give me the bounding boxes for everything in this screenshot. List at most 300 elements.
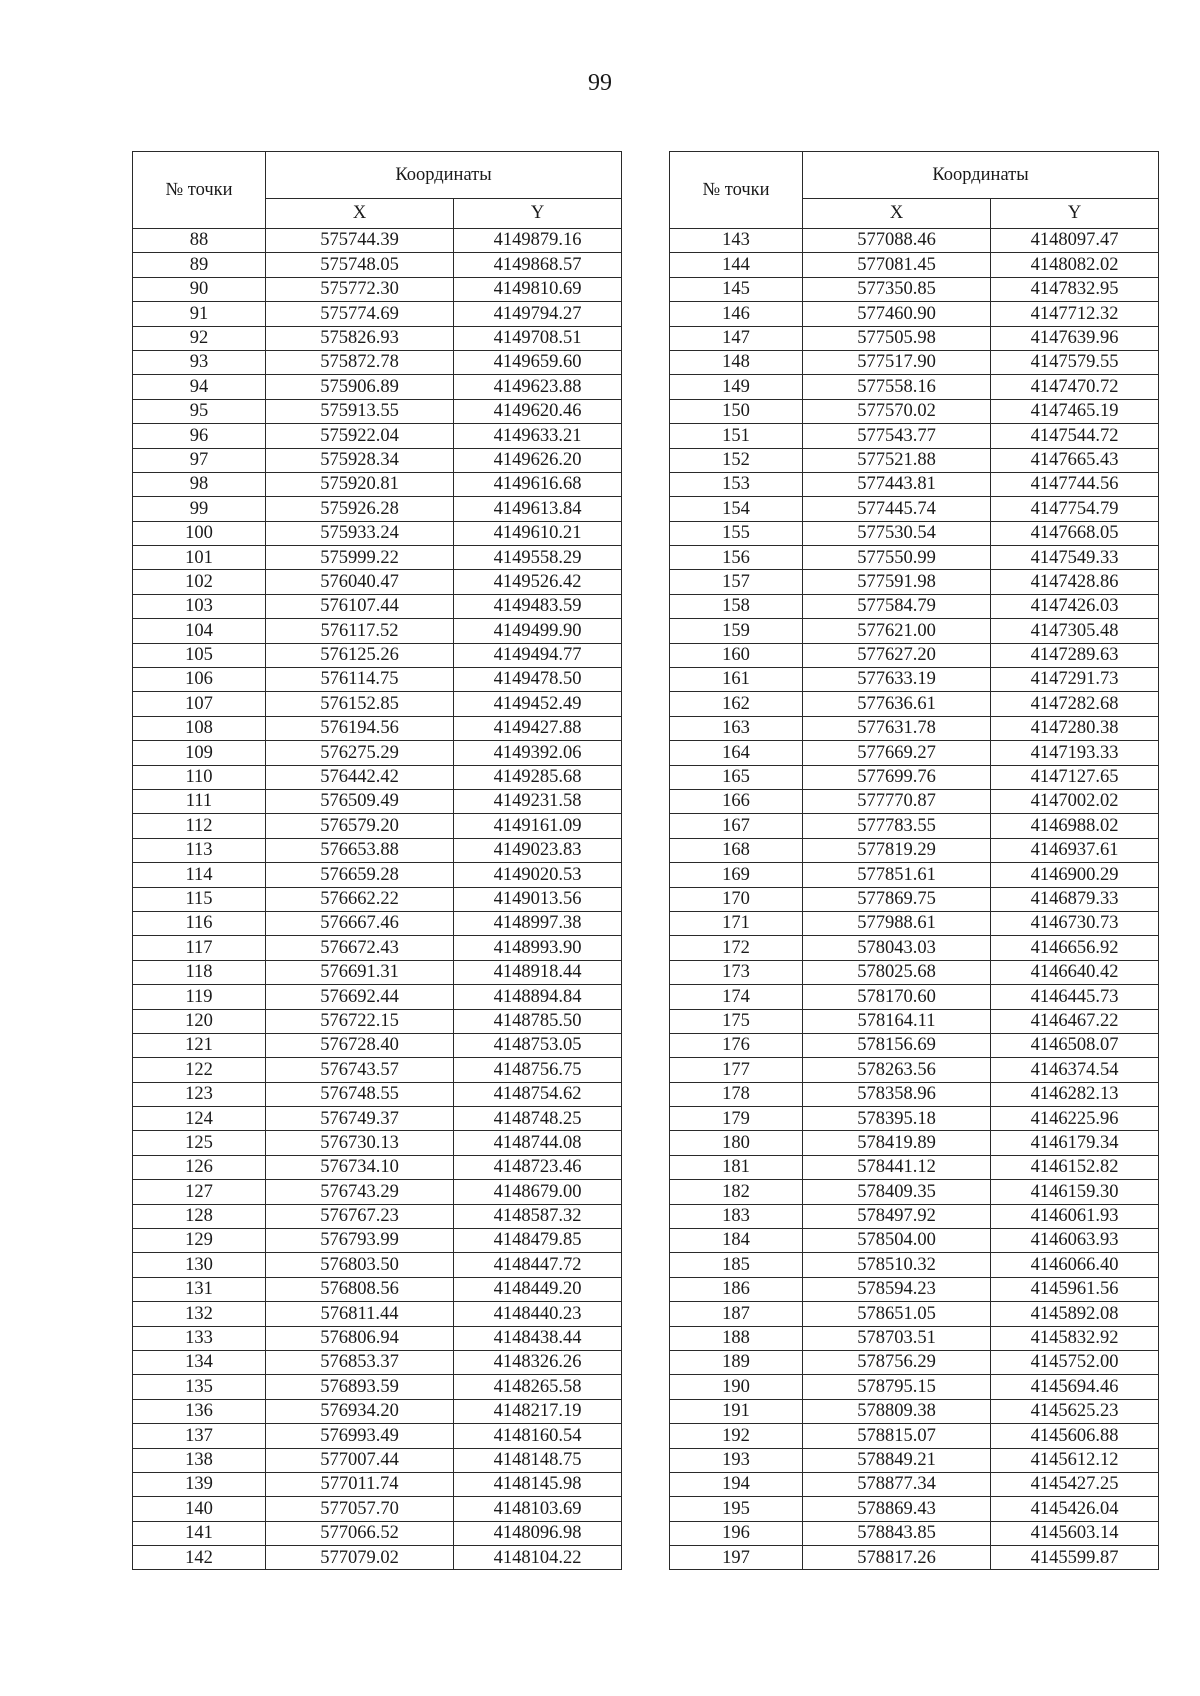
point-number-cell: 172 [670,936,803,960]
x-coordinate-cell: 576803.50 [266,1253,454,1277]
x-coordinate-cell: 577057.70 [266,1497,454,1521]
x-coordinate-cell: 576509.49 [266,789,454,813]
x-coordinate-cell: 576125.26 [266,643,454,667]
table-row [133,521,622,545]
x-coordinate-cell: 578877.34 [803,1472,991,1496]
point-number-cell: 138 [133,1448,266,1472]
y-coordinate-cell: 4147579.55 [991,350,1159,374]
x-coordinate-cell: 576749.37 [266,1107,454,1131]
table-row [670,277,1159,301]
point-number-cell: 170 [670,887,803,911]
x-coordinate-cell: 577851.61 [803,863,991,887]
point-number-cell: 192 [670,1424,803,1448]
table-row [670,375,1159,399]
x-coordinate-cell: 578795.15 [803,1375,991,1399]
point-number-cell: 118 [133,960,266,984]
point-number-cell: 143 [670,229,803,253]
x-coordinate-cell: 577443.81 [803,472,991,496]
point-number-cell: 139 [133,1472,266,1496]
x-coordinate-cell: 577007.44 [266,1448,454,1472]
table-row [133,424,622,448]
point-number-cell: 95 [133,399,266,423]
table-row [133,399,622,423]
x-coordinate-cell: 577079.02 [266,1546,454,1570]
table-row [133,1472,622,1496]
y-coordinate-cell: 4149231.58 [454,789,622,813]
point-number-cell: 144 [670,253,803,277]
y-coordinate-cell: 4149558.29 [454,546,622,570]
table-row [133,350,622,374]
x-coordinate-cell: 577081.45 [803,253,991,277]
x-header: X [266,199,454,229]
y-coordinate-cell: 4147639.96 [991,326,1159,350]
table-row [670,668,1159,692]
point-number-cell: 181 [670,1155,803,1179]
table-row [133,229,622,253]
table-row [670,1058,1159,1082]
y-coordinate-cell: 4147426.03 [991,594,1159,618]
table-row [670,936,1159,960]
y-coordinate-cell: 4149392.06 [454,741,622,765]
point-number-cell: 163 [670,716,803,740]
x-coordinate-cell: 575920.81 [266,472,454,496]
y-coordinate-cell: 4146374.54 [991,1058,1159,1082]
x-coordinate-cell: 577636.61 [803,692,991,716]
point-number-cell: 149 [670,375,803,399]
x-coordinate-cell: 576743.29 [266,1180,454,1204]
x-coordinate-cell: 577066.52 [266,1521,454,1545]
point-number-cell: 107 [133,692,266,716]
table-row [670,1107,1159,1131]
table-row [670,448,1159,472]
point-number-cell: 111 [133,789,266,813]
y-coordinate-cell: 4149610.21 [454,521,622,545]
point-number-cell: 148 [670,350,803,374]
table-row [670,1472,1159,1496]
y-coordinate-cell: 4146656.92 [991,936,1159,960]
x-coordinate-cell: 577460.90 [803,302,991,326]
table-row [133,1009,622,1033]
y-coordinate-cell: 4149020.53 [454,863,622,887]
y-coordinate-cell: 4146225.96 [991,1107,1159,1131]
y-coordinate-cell: 4148265.58 [454,1375,622,1399]
x-coordinate-cell: 578815.07 [803,1424,991,1448]
x-coordinate-cell: 578703.51 [803,1326,991,1350]
point-number-cell: 150 [670,399,803,423]
point-number-cell: 120 [133,1009,266,1033]
x-coordinate-cell: 577988.61 [803,911,991,935]
x-coordinate-cell: 576275.29 [266,741,454,765]
y-coordinate-cell: 4146179.34 [991,1131,1159,1155]
y-coordinate-cell: 4146640.42 [991,960,1159,984]
x-coordinate-cell: 578594.23 [803,1277,991,1301]
point-number-cell: 194 [670,1472,803,1496]
table-row [133,448,622,472]
point-number-cell: 188 [670,1326,803,1350]
y-coordinate-cell: 4146988.02 [991,814,1159,838]
x-coordinate-cell: 576748.55 [266,1082,454,1106]
point-number-cell: 182 [670,1180,803,1204]
x-coordinate-cell: 575826.93 [266,326,454,350]
y-coordinate-cell: 4149285.68 [454,765,622,789]
point-number-cell: 162 [670,692,803,716]
point-number-cell: 96 [133,424,266,448]
y-coordinate-cell: 4149620.46 [454,399,622,423]
y-coordinate-cell: 4148160.54 [454,1424,622,1448]
point-number-cell: 90 [133,277,266,301]
x-coordinate-cell: 578263.56 [803,1058,991,1082]
y-coordinate-cell: 4149023.83 [454,838,622,862]
point-number-cell: 106 [133,668,266,692]
y-coordinate-cell: 4149659.60 [454,350,622,374]
point-number-cell: 156 [670,546,803,570]
y-coordinate-cell: 4148587.32 [454,1204,622,1228]
x-coordinate-cell: 578510.32 [803,1253,991,1277]
table-row [133,277,622,301]
y-coordinate-cell: 4146445.73 [991,985,1159,1009]
point-number-cell: 102 [133,570,266,594]
table-row [133,716,622,740]
y-header: Y [454,199,622,229]
y-coordinate-cell: 4149868.57 [454,253,622,277]
y-coordinate-cell: 4146879.33 [991,887,1159,911]
y-coordinate-cell: 4146066.40 [991,1253,1159,1277]
y-coordinate-cell: 4147544.72 [991,424,1159,448]
y-coordinate-cell: 4146063.93 [991,1229,1159,1253]
point-number-cell: 153 [670,472,803,496]
y-coordinate-cell: 4147305.48 [991,619,1159,643]
y-coordinate-cell: 4147193.33 [991,741,1159,765]
x-coordinate-cell: 576667.46 [266,911,454,935]
point-number-cell: 157 [670,570,803,594]
table-row [670,887,1159,911]
y-coordinate-cell: 4149613.84 [454,497,622,521]
y-coordinate-cell: 4149810.69 [454,277,622,301]
y-coordinate-cell: 4148326.26 [454,1350,622,1374]
x-coordinate-cell: 577570.02 [803,399,991,423]
x-coordinate-cell: 576659.28 [266,863,454,887]
table-row [133,1448,622,1472]
point-number-cell: 161 [670,668,803,692]
x-coordinate-cell: 576793.99 [266,1229,454,1253]
x-coordinate-cell: 577011.74 [266,1472,454,1496]
y-coordinate-cell: 4145832.92 [991,1326,1159,1350]
point-number-cell: 88 [133,229,266,253]
x-coordinate-cell: 577633.19 [803,668,991,692]
x-coordinate-cell: 576442.42 [266,765,454,789]
table-row [670,1375,1159,1399]
x-coordinate-cell: 578025.68 [803,960,991,984]
coordinates-header: Координаты [266,152,622,199]
x-coordinate-cell: 575906.89 [266,375,454,399]
table-row [133,1204,622,1228]
table-row [670,472,1159,496]
table-row [133,594,622,618]
y-coordinate-cell: 4149452.49 [454,692,622,716]
x-coordinate-cell: 576806.94 [266,1326,454,1350]
y-coordinate-cell: 4148082.02 [991,253,1159,277]
x-coordinate-cell: 578419.89 [803,1131,991,1155]
point-number-cell: 167 [670,814,803,838]
x-coordinate-cell: 577669.27 [803,741,991,765]
table-row [670,789,1159,813]
point-number-cell: 187 [670,1302,803,1326]
x-coordinate-cell: 576722.15 [266,1009,454,1033]
y-coordinate-cell: 4149626.20 [454,448,622,472]
table-row [133,643,622,667]
x-coordinate-cell: 578809.38 [803,1399,991,1423]
point-number-cell: 174 [670,985,803,1009]
point-number-cell: 105 [133,643,266,667]
x-coordinate-cell: 577591.98 [803,570,991,594]
y-coordinate-cell: 4148217.19 [454,1399,622,1423]
x-coordinate-cell: 576691.31 [266,960,454,984]
point-number-cell: 178 [670,1082,803,1106]
x-coordinate-cell: 578843.85 [803,1521,991,1545]
table-row [670,424,1159,448]
point-number-cell: 196 [670,1521,803,1545]
point-number-cell: 166 [670,789,803,813]
coordinates-table-right [669,151,1159,1570]
table-row [133,546,622,570]
point-number-cell: 176 [670,1033,803,1057]
x-coordinate-cell: 575744.39 [266,229,454,253]
point-number-cell: 93 [133,350,266,374]
x-coordinate-cell: 578504.00 [803,1229,991,1253]
table-row [133,887,622,911]
table-row [133,302,622,326]
x-coordinate-cell: 576730.13 [266,1131,454,1155]
point-number-cell: 180 [670,1131,803,1155]
y-header: Y [991,199,1159,229]
y-coordinate-cell: 4146900.29 [991,863,1159,887]
x-coordinate-cell: 575928.34 [266,448,454,472]
table-row [670,765,1159,789]
point-number-cell: 189 [670,1350,803,1374]
y-coordinate-cell: 4148148.75 [454,1448,622,1472]
point-number-cell: 134 [133,1350,266,1374]
x-coordinate-cell: 577543.77 [803,424,991,448]
x-coordinate-cell: 577550.99 [803,546,991,570]
table-row [133,911,622,935]
point-number-cell: 130 [133,1253,266,1277]
point-number-cell: 109 [133,741,266,765]
table-row [670,1155,1159,1179]
table-row [133,765,622,789]
y-coordinate-cell: 4147668.05 [991,521,1159,545]
table-row [670,1399,1159,1423]
y-coordinate-cell: 4145603.14 [991,1521,1159,1545]
table-row [133,1058,622,1082]
table-row [133,1131,622,1155]
y-coordinate-cell: 4147465.19 [991,399,1159,423]
y-coordinate-cell: 4148440.23 [454,1302,622,1326]
y-coordinate-cell: 4148479.85 [454,1229,622,1253]
point-number-cell: 193 [670,1448,803,1472]
y-coordinate-cell: 4147428.86 [991,570,1159,594]
x-coordinate-cell: 577783.55 [803,814,991,838]
table-row [133,1350,622,1374]
x-coordinate-cell: 576734.10 [266,1155,454,1179]
table-row [133,497,622,521]
table-row [133,619,622,643]
y-coordinate-cell: 4147291.73 [991,668,1159,692]
point-number-cell: 175 [670,1009,803,1033]
y-coordinate-cell: 4149161.09 [454,814,622,838]
x-coordinate-cell: 575772.30 [266,277,454,301]
table-row [133,1107,622,1131]
point-number-cell: 125 [133,1131,266,1155]
x-coordinate-cell: 576672.43 [266,936,454,960]
table-row [670,1302,1159,1326]
point-number-cell: 124 [133,1107,266,1131]
table-row [670,985,1159,1009]
x-coordinate-cell: 575926.28 [266,497,454,521]
table-row [133,1375,622,1399]
point-number-cell: 168 [670,838,803,862]
x-coordinate-cell: 577505.98 [803,326,991,350]
point-number-cell: 197 [670,1546,803,1570]
point-number-cell: 121 [133,1033,266,1057]
table-row [670,643,1159,667]
table-row [133,1229,622,1253]
y-coordinate-cell: 4147754.79 [991,497,1159,521]
point-number-cell: 133 [133,1326,266,1350]
y-coordinate-cell: 4147470.72 [991,375,1159,399]
table-row [133,1424,622,1448]
table-row [133,692,622,716]
point-number-cell: 126 [133,1155,266,1179]
table-row [670,229,1159,253]
table-row [670,863,1159,887]
table-row [670,497,1159,521]
point-number-cell: 183 [670,1204,803,1228]
x-coordinate-cell: 578358.96 [803,1082,991,1106]
point-number-cell: 165 [670,765,803,789]
y-coordinate-cell: 4148753.05 [454,1033,622,1057]
x-coordinate-cell: 578869.43 [803,1497,991,1521]
table-row [670,1204,1159,1228]
x-coordinate-cell: 576692.44 [266,985,454,1009]
table-row [670,1082,1159,1106]
y-coordinate-cell: 4145427.25 [991,1472,1159,1496]
point-number-cell: 179 [670,1107,803,1131]
y-coordinate-cell: 4147282.68 [991,692,1159,716]
y-coordinate-cell: 4148997.38 [454,911,622,935]
y-coordinate-cell: 4148993.90 [454,936,622,960]
point-number-cell: 123 [133,1082,266,1106]
y-coordinate-cell: 4147002.02 [991,789,1159,813]
table-row [133,1033,622,1057]
table-row [133,1326,622,1350]
x-coordinate-cell: 578409.35 [803,1180,991,1204]
x-coordinate-cell: 578164.11 [803,1009,991,1033]
x-coordinate-cell: 576579.20 [266,814,454,838]
x-coordinate-cell: 575913.55 [266,399,454,423]
y-coordinate-cell: 4147832.95 [991,277,1159,301]
table-row [670,960,1159,984]
y-coordinate-cell: 4149427.88 [454,716,622,740]
x-coordinate-cell: 578441.12 [803,1155,991,1179]
table-row [670,350,1159,374]
point-number-cell: 152 [670,448,803,472]
y-coordinate-cell: 4148756.75 [454,1058,622,1082]
y-coordinate-cell: 4146061.93 [991,1204,1159,1228]
point-number-cell: 142 [133,1546,266,1570]
x-coordinate-cell: 576934.20 [266,1399,454,1423]
table-row [133,668,622,692]
x-coordinate-cell: 576117.52 [266,619,454,643]
x-coordinate-cell: 578395.18 [803,1107,991,1131]
table-row [133,1399,622,1423]
y-coordinate-cell: 4145599.87 [991,1546,1159,1570]
table-row [670,253,1159,277]
table-row [670,814,1159,838]
y-coordinate-cell: 4148097.47 [991,229,1159,253]
coordinates-header: Координаты [803,152,1159,199]
table-row [133,1277,622,1301]
table-row [670,594,1159,618]
table-row [133,1180,622,1204]
point-number-cell: 184 [670,1229,803,1253]
point-number-cell: 158 [670,594,803,618]
table-row [670,546,1159,570]
table-row [670,1497,1159,1521]
point-number-cell: 112 [133,814,266,838]
y-coordinate-cell: 4149013.56 [454,887,622,911]
table-row [670,1277,1159,1301]
table-row [133,741,622,765]
point-number-cell: 160 [670,643,803,667]
point-number-cell: 100 [133,521,266,545]
table-row [670,1350,1159,1374]
y-coordinate-cell: 4149526.42 [454,570,622,594]
point-number-cell: 97 [133,448,266,472]
table-row [133,863,622,887]
point-number-cell: 151 [670,424,803,448]
y-coordinate-cell: 4145612.12 [991,1448,1159,1472]
point-number-cell: 141 [133,1521,266,1545]
point-number-cell: 129 [133,1229,266,1253]
y-coordinate-cell: 4147665.43 [991,448,1159,472]
y-coordinate-cell: 4147280.38 [991,716,1159,740]
y-coordinate-cell: 4148785.50 [454,1009,622,1033]
table-row [133,1497,622,1521]
point-number-cell: 127 [133,1180,266,1204]
right-table-body [670,229,1159,1570]
y-coordinate-cell: 4146282.13 [991,1082,1159,1106]
y-coordinate-cell: 4148096.98 [454,1521,622,1545]
point-number-cell: 91 [133,302,266,326]
y-coordinate-cell: 4148103.69 [454,1497,622,1521]
point-number-cell: 114 [133,863,266,887]
point-number-cell: 185 [670,1253,803,1277]
y-coordinate-cell: 4146508.07 [991,1033,1159,1057]
point-number-cell: 99 [133,497,266,521]
point-number-cell: 136 [133,1399,266,1423]
y-coordinate-cell: 4147744.56 [991,472,1159,496]
x-coordinate-cell: 576653.88 [266,838,454,862]
point-number-cell: 116 [133,911,266,935]
point-number-cell: 186 [670,1277,803,1301]
table-row [670,911,1159,935]
point-number-cell: 155 [670,521,803,545]
x-coordinate-cell: 578043.03 [803,936,991,960]
y-coordinate-cell: 4145606.88 [991,1424,1159,1448]
table-row [670,1033,1159,1057]
x-coordinate-cell: 578756.29 [803,1350,991,1374]
table-row [670,1521,1159,1545]
